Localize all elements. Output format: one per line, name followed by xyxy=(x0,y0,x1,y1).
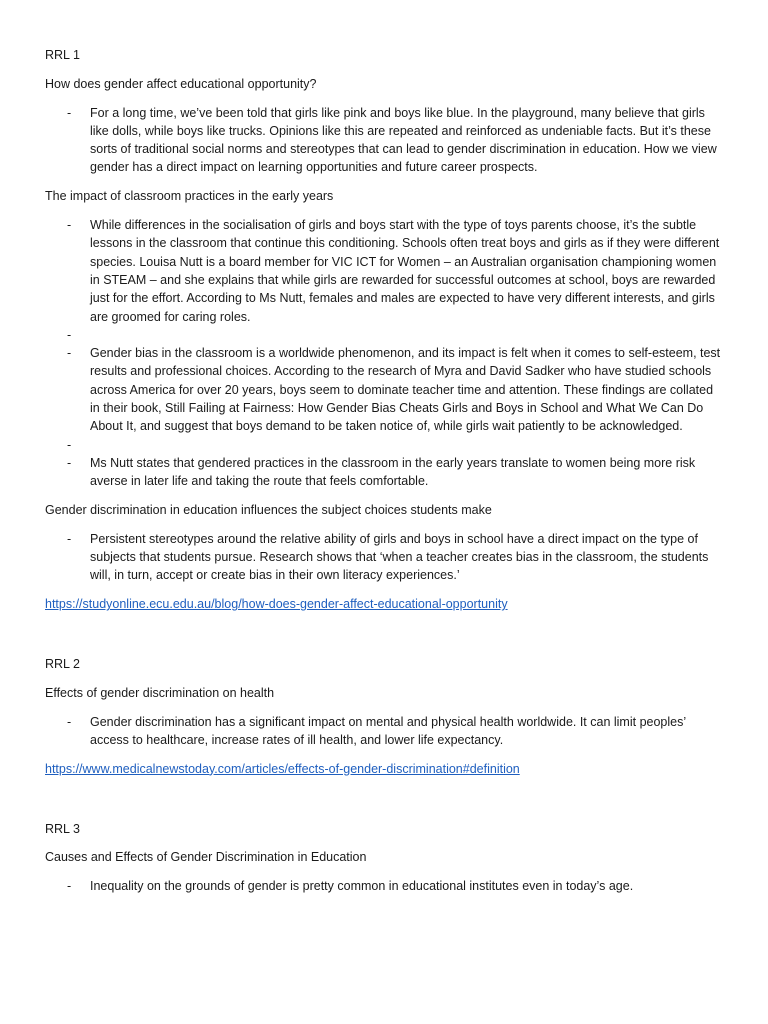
list-item: - Persistent stereotypes around the relative ability of girls and boys in school have a direct impact on the type of subjects that students pursue. Research shows that ‘when a teacher creates bias in the classroom, the students will, in turn, accept or create bias in their own literacy experiences.’ xyxy=(45,530,725,585)
section-spacer xyxy=(45,624,725,655)
bullet-list xyxy=(45,530,725,585)
source-link-line xyxy=(45,760,725,778)
rrl-2-section xyxy=(45,655,725,778)
list-item: - Ms Nutt states that gendered practices in the classroom in the early years translate to women being more risk averse in later life and taking the route that feels comfortable. xyxy=(45,454,725,491)
section-heading: RRL 3 xyxy=(45,821,80,836)
list-item: - While differences in the socialisation of girls and boys start with the type of toys parents choose, it’s the subtle lessons in the classroom that continue this conditioning. Schools often treat boys and girls as if they were different species. Louisa Nutt is a board member for VIC ICT for Women – an Australian organisation championing women in STEAM – and she explains that while girls are rewarded for successful outcomes at school, boys are rewarded just for the effort. According to Ms Nutt, females and males are expected to have very different interests, and girls are groomed for caring roles. xyxy=(45,216,725,326)
list-item: - Gender bias in the classroom is a worldwide phenomenon, and its impact is felt when it comes to self-esteem, test results and professional choices. According to the research of Myra and David Sadker who have studied schools across America for over 20 years, boys seem to dominate teacher time and attention. These findings are collated in their book, Still Failing at Fairness: How Gender Bias Cheats Girls and Boys in School and What We Can Do About It, and suggest that boys demand to be taken notice of, while girls wait patiently to be acknowledged. xyxy=(45,344,725,435)
section-title: Causes and Effects of Gender Discrimination in Education xyxy=(45,850,367,865)
bullet-list xyxy=(45,216,725,490)
source-link-line xyxy=(45,595,725,613)
list-item-empty xyxy=(45,436,725,454)
subsection-title: Gender discrimination in education influences the subject choices students make xyxy=(45,503,492,518)
section-heading: RRL 2 xyxy=(45,657,80,672)
list-item: - For a long time, we’ve been told that girls like pink and boys like blue. In the playground, many believe that girls like dolls, while boys like trucks. Opinions like this are repeated and reinforced as undeniable facts. But it’s these sorts of traditional social norms and stereotypes that can lead to gender discrimination in education. How we view gender has a direct impact on learning opportunities and future career prospects. xyxy=(45,104,725,177)
subsection-title: The impact of classroom practices in the early years xyxy=(45,189,334,204)
section-title: How does gender affect educational opportunity? xyxy=(45,76,317,91)
rrl-3-section xyxy=(45,820,725,896)
bullet-list xyxy=(45,877,725,895)
section-title: Effects of gender discrimination on health xyxy=(45,685,275,700)
list-item-empty xyxy=(45,326,725,344)
section-heading: RRL 1 xyxy=(45,48,80,62)
bullet-list xyxy=(45,104,725,177)
source-link[interactable]: https://www.medicalnewstoday.com/articles/effects-of-gender-discrimination#definition xyxy=(45,761,520,776)
list-item: - Gender discrimination has a significant impact on mental and physical health worldwide. It can limit peoples’ access to healthcare, increase rates of ill health, and lower life expectancy. xyxy=(45,713,725,750)
bullet-list xyxy=(45,713,725,750)
source-link[interactable]: https://studyonline.ecu.edu.au/blog/how-does-gender-affect-educational-opportunity xyxy=(45,597,508,612)
rrl-1-section xyxy=(45,46,725,614)
section-spacer xyxy=(45,789,725,820)
list-item: - Inequality on the grounds of gender is pretty common in educational institutes even in today’s age. xyxy=(45,877,725,895)
document-page xyxy=(45,46,725,906)
